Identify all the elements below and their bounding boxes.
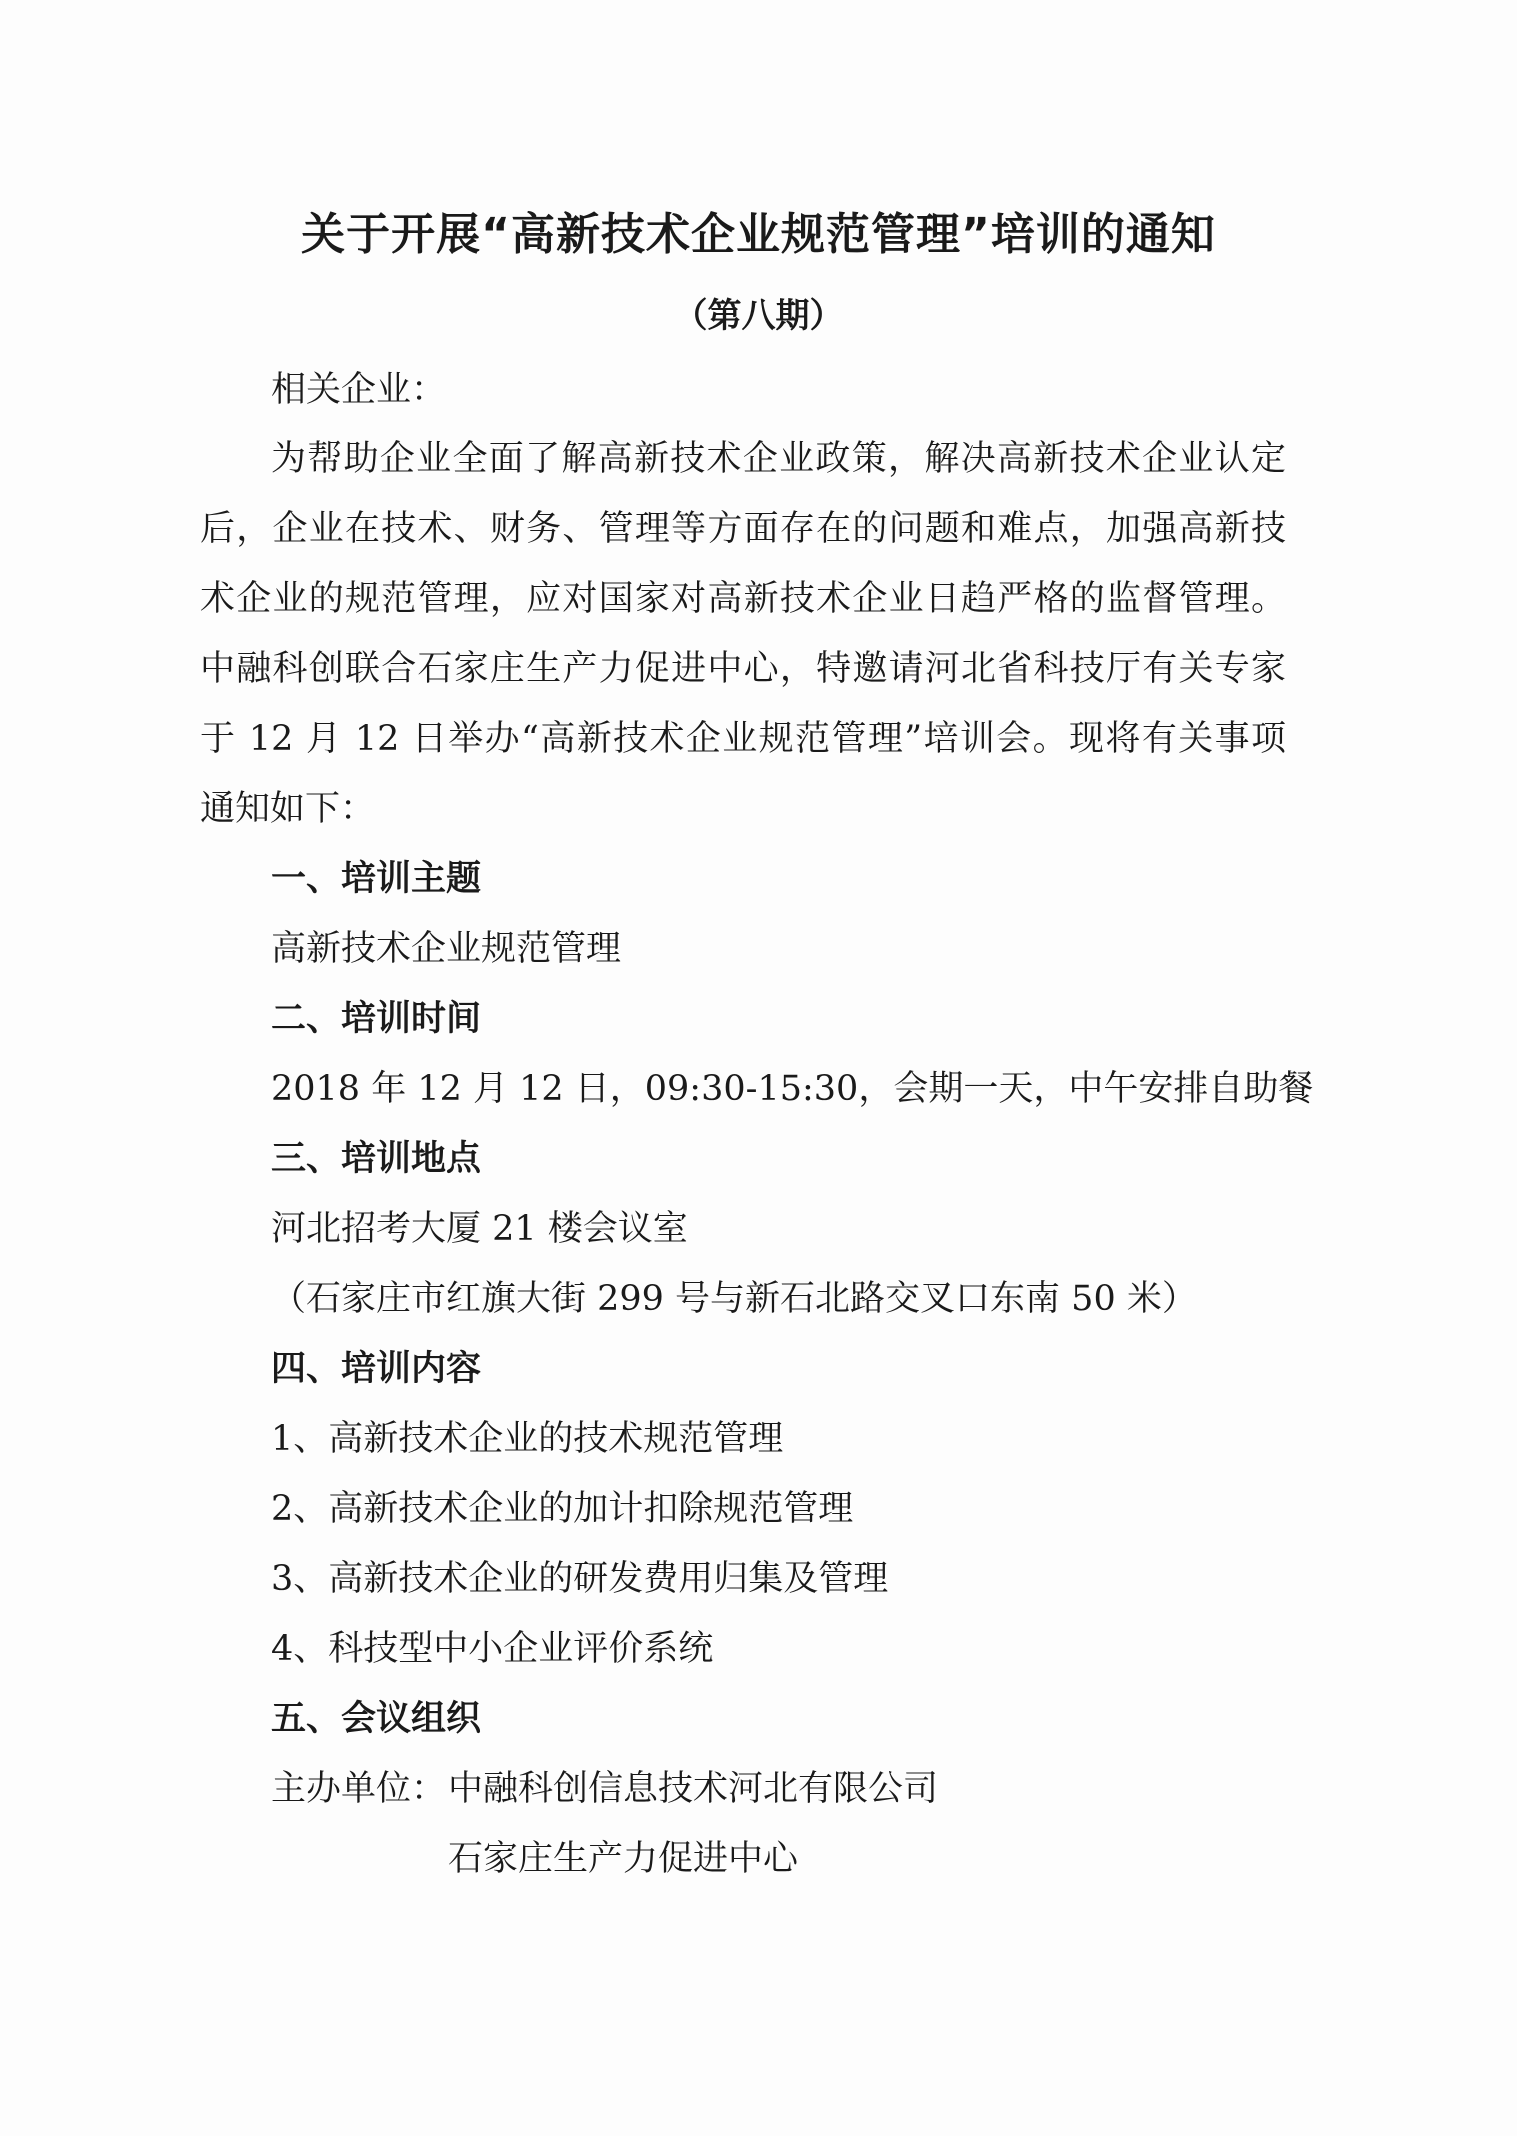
intro-line-4: 中融科创联合石家庄生产力促进中心，特邀请河北省科技厅有关专家 — [200, 649, 1286, 689]
section-location-address: （石家庄市红旗大街 299 号与新石北路交叉口东南 50 米） — [271, 1279, 1197, 1319]
content-item-3: 3、高新技术企业的研发费用归集及管理 — [271, 1559, 889, 1599]
document-subtitle: （第八期） — [673, 296, 844, 336]
intro-line-6: 通知如下： — [200, 789, 376, 829]
host-label: 主办单位： — [271, 1769, 447, 1809]
section-theme-heading: 一、培训主题 — [271, 859, 482, 899]
section-location-heading: 三、培训地点 — [271, 1139, 482, 1179]
section-organization-heading: 五、会议组织 — [271, 1699, 482, 1739]
content-item-2: 2、高新技术企业的加计扣除规范管理 — [271, 1489, 854, 1529]
section-time-heading: 二、培训时间 — [271, 999, 482, 1039]
intro-line-3: 术企业的规范管理，应对国家对高新技术企业日趋严格的监督管理。 — [200, 579, 1286, 619]
intro-line-5: 于 12 月 12 日举办“高新技术企业规范管理”培训会。现将有关事项 — [200, 719, 1286, 759]
section-theme-content: 高新技术企业规范管理 — [271, 929, 622, 969]
content-item-1: 1、高新技术企业的技术规范管理 — [271, 1419, 784, 1459]
intro-line-1: 为帮助企业全面了解高新技术企业政策，解决高新技术企业认定 — [271, 439, 1286, 479]
intro-line-2: 后，企业在技术、财务、管理等方面存在的问题和难点，加强高新技 — [200, 509, 1286, 549]
document-title: 关于开展“高新技术企业规范管理”培训的通知 — [301, 209, 1216, 260]
salutation: 相关企业： — [271, 370, 447, 410]
host-organization-2: 石家庄生产力促进中心 — [448, 1839, 799, 1879]
host-organization-1: 中融科创信息技术河北有限公司 — [448, 1769, 939, 1809]
section-content-heading: 四、培训内容 — [271, 1349, 482, 1389]
content-item-4: 4、科技型中小企业评价系统 — [271, 1629, 714, 1669]
section-time-content: 2018 年 12 月 12 日，09:30-15:30，会期一天，中午安排自助餐 — [271, 1069, 1314, 1109]
section-location-venue: 河北招考大厦 21 楼会议室 — [271, 1209, 688, 1249]
